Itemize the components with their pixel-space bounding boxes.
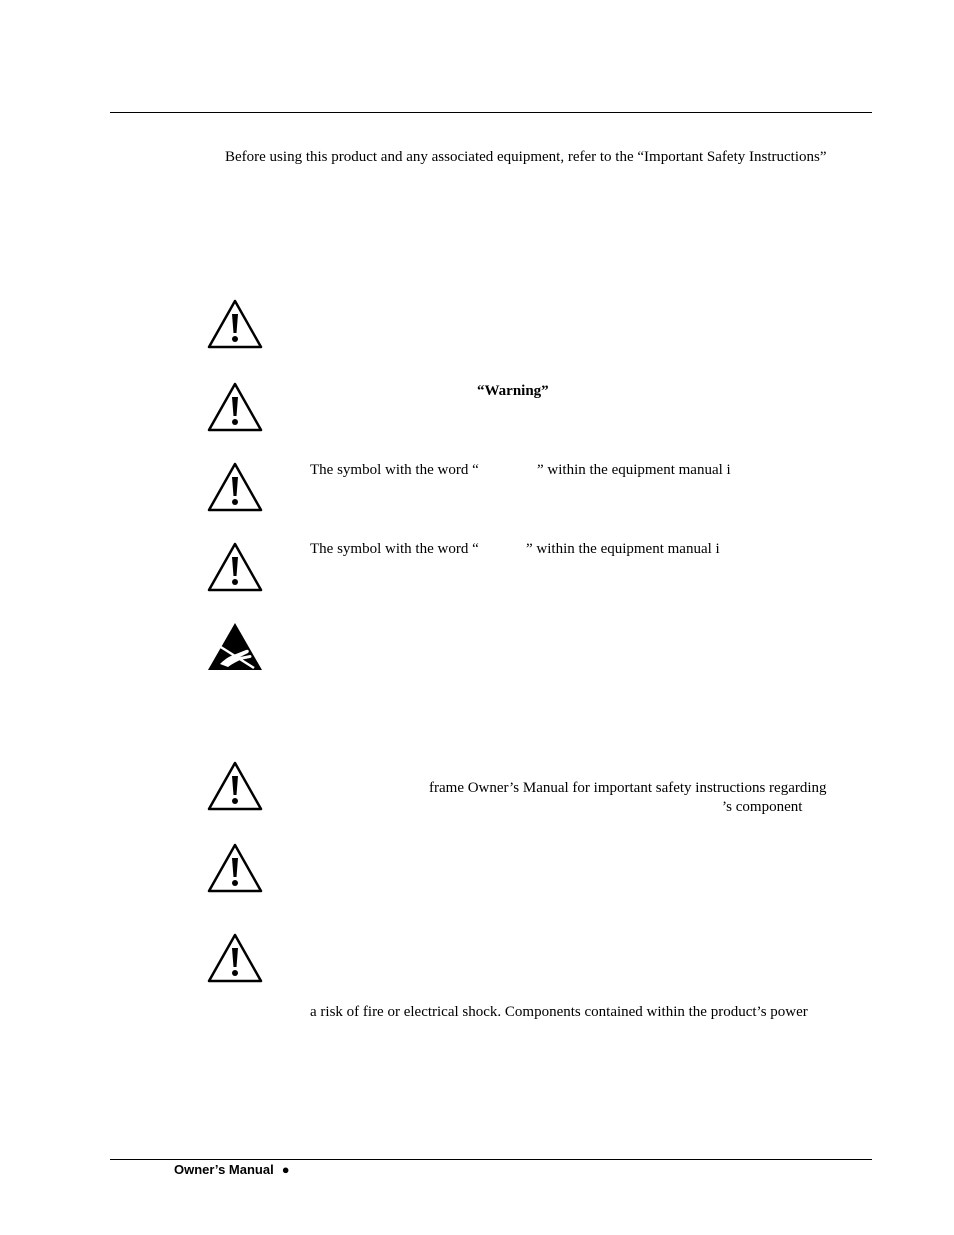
symbol-line-a-tail: ” within the equipment manual i — [537, 462, 731, 478]
warning-icon — [206, 381, 264, 433]
warning-icon — [206, 760, 264, 812]
page-footer — [174, 1162, 290, 1177]
bullet-icon: ● — [281, 1162, 290, 1177]
risk-text: a risk of fire or electrical shock. Components contained within the product’s power — [310, 1004, 808, 1020]
frame-line-1: frame Owner’s Manual for important safety instructions regarding — [429, 780, 827, 796]
esd-icon — [206, 620, 264, 672]
warning-word: “Warning” — [477, 383, 549, 399]
footer-rule — [110, 1159, 872, 1160]
warning-icon — [206, 298, 264, 350]
warning-icon — [206, 461, 264, 513]
footer-title: Owner’s Manual — [174, 1162, 274, 1177]
frame-line-2: ’s component — [722, 799, 803, 815]
symbol-line-a: The symbol with the word “ — [310, 462, 479, 478]
warning-icon — [206, 842, 264, 894]
header-rule — [110, 112, 872, 113]
symbol-line-b: The symbol with the word “ — [310, 541, 479, 557]
warning-icon — [206, 541, 264, 593]
symbol-line-b-tail: ” within the equipment manual i — [526, 541, 720, 557]
warning-icon — [206, 932, 264, 984]
intro-text: Before using this product and any associated equipment, refer to the “Important Safety Instructions” — [225, 149, 827, 165]
